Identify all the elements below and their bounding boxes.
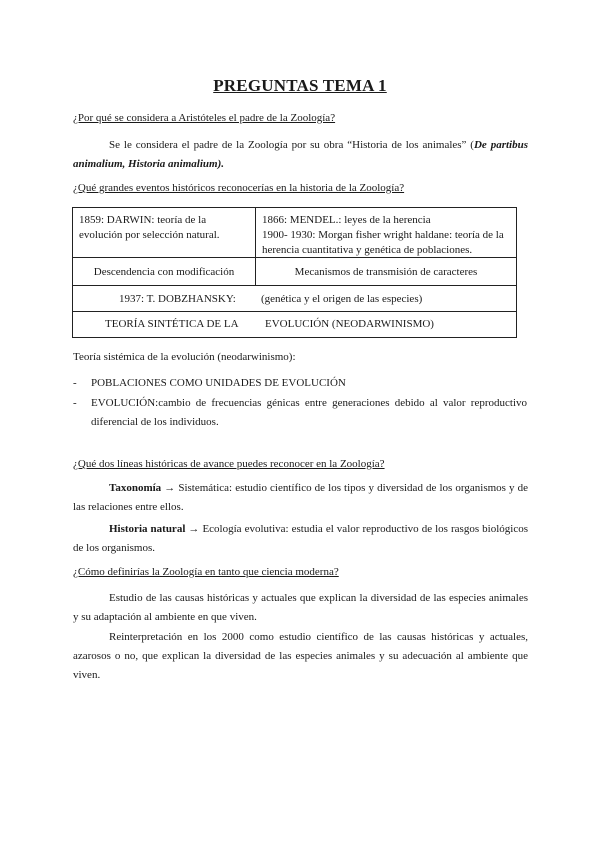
list-item-text: EVOLUCIÓN:cambio de frecuencias génicas entre generaciones debido al valor reproductivo diferencial de los individuos. <box>91 397 527 428</box>
answer-3-bold-2: Historia natural <box>109 523 186 535</box>
table-cell: 1937: T. DOBZHANSKY: <box>119 293 236 305</box>
table-row <box>73 286 516 312</box>
table-cell: EVOLUCIÓN (NEODARWINISMO) <box>265 318 434 330</box>
question-1: ¿Por qué se considera a Aristóteles el padre de la Zoología? <box>73 112 336 124</box>
list-item-text: POBLACIONES COMO UNIDADES DE EVOLUCIÓN <box>91 377 346 389</box>
bullet-dash: - <box>73 397 77 409</box>
table-cell-line: 1900- 1930: Morgan fisher wright haldane: teoría de la herencia cuantitativa y genética de poblaciones. <box>262 229 504 256</box>
bullet-dash: - <box>73 377 77 389</box>
page-title: PREGUNTAS TEMA 1 <box>213 76 387 95</box>
answer-4-paragraph-2: Reinterpretación en los 2000 como estudio científico de las causas históricas y actuales, azarosos o no, que explican la diversidad de las especies animales y su adecuación al ambiente que viven. <box>73 631 528 681</box>
table-row <box>73 258 516 286</box>
table-cell-line: 1866: MENDEL.: leyes de la herencia <box>262 214 431 226</box>
table-cell: TEORÍA SINTÉTICA DE LA <box>105 318 239 330</box>
after-table-text: Teoría sistémica de la evolución (neodarwinismo): <box>73 351 296 363</box>
answer-3-text-2: → Ecología evolutiva: estudia el valor reproductivo de los rasgos biológicos de los organismos. <box>73 523 528 554</box>
table-cell: (genética y el origen de las especies) <box>261 293 423 305</box>
table-row <box>73 208 516 258</box>
list-item <box>73 394 527 432</box>
question-3: ¿Qué dos líneas históricas de avance puedes reconocer en la Zoología? <box>73 458 385 470</box>
answer-3-text-1: → Sistemática: estudio científico de los tipos y diversidad de los organismos y de las relaciones entre ellos. <box>73 482 528 513</box>
table-cell: 1859: DARWIN: teoría de la evolución por selección natural. <box>73 208 256 257</box>
answer-1-text: Se le considera el padre de la Zoología por su obra “Historia de los animales” ( <box>109 139 474 151</box>
answer-3-line-1 <box>73 479 528 517</box>
table-cell: Mecanismos de transmisión de caracteres <box>294 266 478 278</box>
table-cell: Descendencia con modificación <box>73 258 256 285</box>
table-cell <box>256 208 516 257</box>
question-4: ¿Cómo definirías la Zoología en tanto que ciencia moderna? <box>73 566 339 578</box>
answer-1-bold: De partibus animalium, Historia animalium). <box>73 139 528 170</box>
table-row <box>73 312 516 337</box>
answer-3-bold-1: Taxonomía <box>109 482 162 494</box>
answer-1 <box>73 136 528 174</box>
list-item <box>73 374 527 392</box>
question-2: ¿Qué grandes eventos históricos reconocerías en la historia de la Zoología? <box>73 182 405 194</box>
history-table <box>72 207 517 338</box>
answer-3-line-2 <box>73 520 528 558</box>
answer-4-paragraph-1: Estudio de las causas históricas y actuales que explican la diversidad de las especies animales y su adaptación al ambiente en que viven. <box>73 592 528 623</box>
